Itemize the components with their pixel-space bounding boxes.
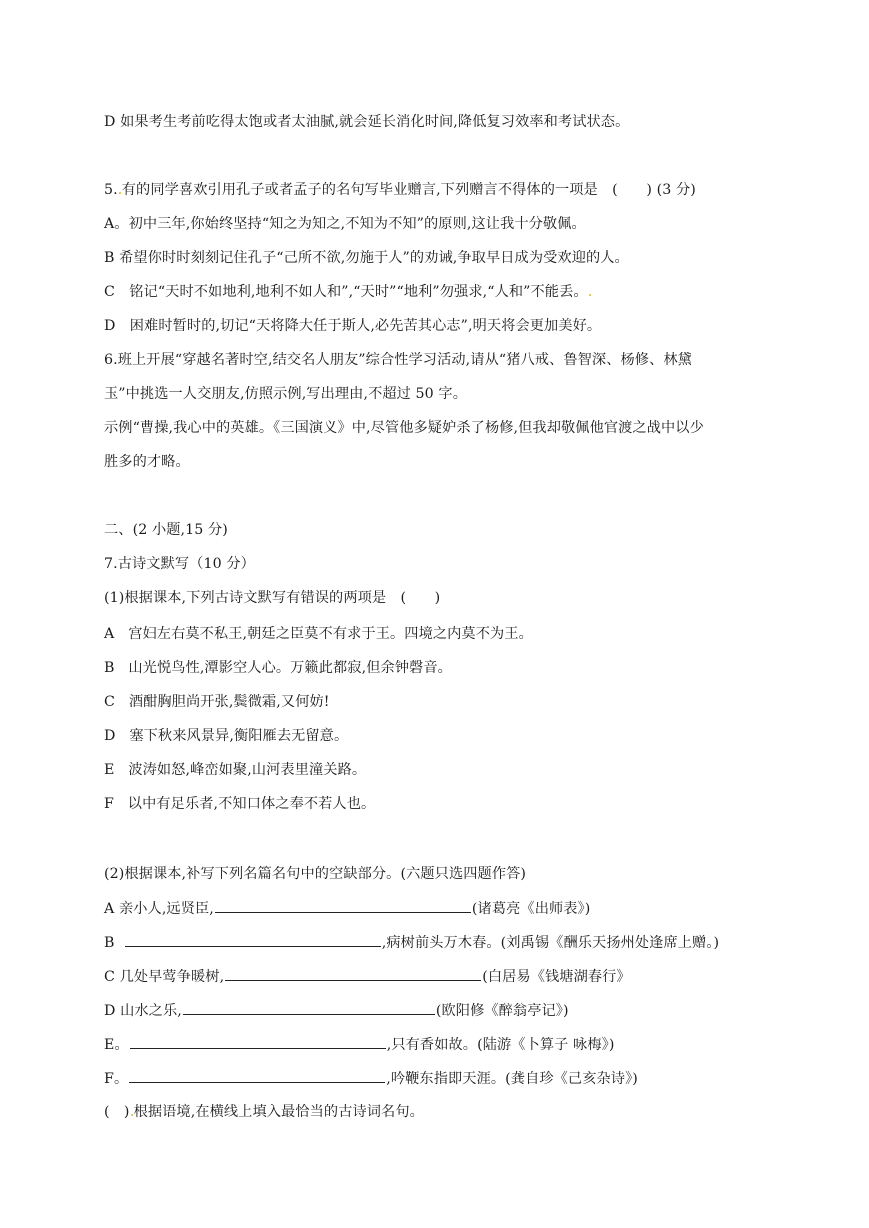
blank-suffix: ,病树前头万木春。(刘禹锡《酬乐天扬州处逢席上赠。) (381, 935, 720, 951)
q7-option (104, 658, 452, 678)
q7-option (104, 692, 330, 712)
fill-blank-item (104, 898, 590, 919)
answer-blank[interactable] (130, 1034, 386, 1049)
q7-option (104, 624, 533, 644)
answer-blank[interactable] (215, 898, 471, 913)
option-letter: E (104, 762, 115, 778)
blank-suffix: (诸葛亮《出师表》) (471, 901, 591, 917)
option-text: 酒酣胸胆尚开张,鬓微霜,又何妨! (128, 694, 330, 710)
part3-text: 根据语境,在横线上填入最恰当的古诗词名句。 (133, 1104, 424, 1120)
option-text: 塞下秋来风景异,衡阳雁去无留意。 (129, 728, 349, 744)
option-letter: A (104, 626, 115, 642)
option-letter: D (104, 728, 116, 744)
q7-title: 7.古诗文默写（10 分） (104, 556, 255, 572)
q5-option-d: D 困难时暂时的,切记“天将降大任于斯人,必先苦其心志”,明天将会更加美好。 (104, 318, 602, 334)
fill-blank-item (104, 966, 631, 987)
q5-option-c (104, 282, 592, 302)
answer-blank[interactable] (129, 1068, 385, 1083)
fill-blank-item (104, 1068, 638, 1089)
blank-suffix: ,吟鞭东指即天涯。(龚自珍《己亥杂诗》) (386, 1071, 638, 1087)
q4-option-d: D 如果考生考前吃得太饱或者太油腻,就会延长消化时间,降低复习效率和考试状态。 (104, 114, 630, 130)
q6-example-line1: 示例“曹操,我心中的英雄。《三国演义》中,尽管他多疑妒杀了杨修,但我却敬佩他官渡之战中以少 (104, 420, 704, 436)
q5-number: 5. (104, 182, 118, 198)
fill-blank-item (104, 932, 719, 953)
blank-prefix: E。 (104, 1037, 129, 1053)
option-text: 以中有足乐者,不知口体之奉不若人也。 (127, 796, 376, 812)
option-text: 波涛如怒,峰峦如聚,山河表里潼关路。 (128, 762, 367, 778)
q7-option (104, 760, 366, 780)
q7-part2-intro: (2)根据课本,补写下列名篇名句中的空缺部分。(六题只选四题作答) (104, 866, 527, 882)
blank-suffix: (欧阳修《醉翁亭记》) (435, 1003, 569, 1019)
q7-part1-intro: (1)根据课本,下列古诗文默写有错误的两项是 ( ) (104, 590, 441, 606)
mark-dot (119, 192, 121, 194)
blank-prefix: A 亲小人,远贤臣, (104, 901, 214, 917)
q6-example-line2: 胜多的才略。 (104, 454, 190, 470)
option-text: 宫妇左右莫不私王,朝廷之臣莫不有求于王。四境之内莫不为王。 (128, 626, 533, 642)
q5-option-b: B 希望你时时刻刻记住孔子“己所不欲,勿施于人”的劝诫,争取早日成为受欢迎的人。 (104, 250, 629, 266)
blank-prefix: B (104, 935, 115, 951)
mark-dot (131, 1114, 133, 1116)
q7-option (104, 726, 348, 746)
q5-stem (104, 180, 696, 200)
q7-part3-intro (104, 1102, 424, 1122)
blank-prefix: D 山水之乐, (104, 1003, 182, 1019)
answer-blank[interactable] (125, 932, 381, 947)
part3-number: ( ) (104, 1104, 130, 1120)
option-letter: B (104, 660, 115, 676)
blank-prefix: C 几处早莺争暖树, (104, 969, 225, 985)
q5-option-c-text: C 铭记“天时不如地利,地利不如人和”,“天时”“地利”勿强求,“人和”不能丢。 (104, 284, 588, 300)
blank-suffix: ,只有香如故。(陆游《卜算子 咏梅》) (386, 1037, 615, 1053)
blank-prefix: F。 (104, 1071, 129, 1087)
q7-option (104, 794, 375, 814)
option-letter: C (104, 694, 115, 710)
answer-blank[interactable] (225, 966, 481, 981)
q5-stem-text: 有的同学喜欢引用孔子或者孟子的名句写毕业赠言,下列赠言不得体的一项是 ( ) (3 分) (121, 182, 696, 198)
answer-blank[interactable] (183, 1000, 435, 1015)
section2-heading: 二、(2 小题,15 分) (104, 522, 228, 538)
q5-option-a: A。初中三年,你始终坚持“知之为知之,不知为不知”的原则,这让我十分敬佩。 (104, 216, 586, 232)
fill-blank-item (104, 1034, 614, 1055)
q6-stem-line2: 玉”中挑选一人交朋友,仿照示例,写出理由,不超过 50 字。 (104, 386, 467, 402)
fill-blank-item (104, 1000, 569, 1021)
mark-dot (589, 294, 591, 296)
q6-stem-line1: 6.班上开展“穿越名著时空,结交名人朋友”综合性学习活动,请从“猪八戒、鲁智深、杨修、林黛 (104, 352, 692, 368)
option-letter: F (104, 796, 114, 812)
blank-suffix: (白居易《钱塘湖春行》 (482, 969, 631, 985)
option-text: 山光悦鸟性,潭影空人心。万籁此都寂,但余钟磬音。 (128, 660, 452, 676)
